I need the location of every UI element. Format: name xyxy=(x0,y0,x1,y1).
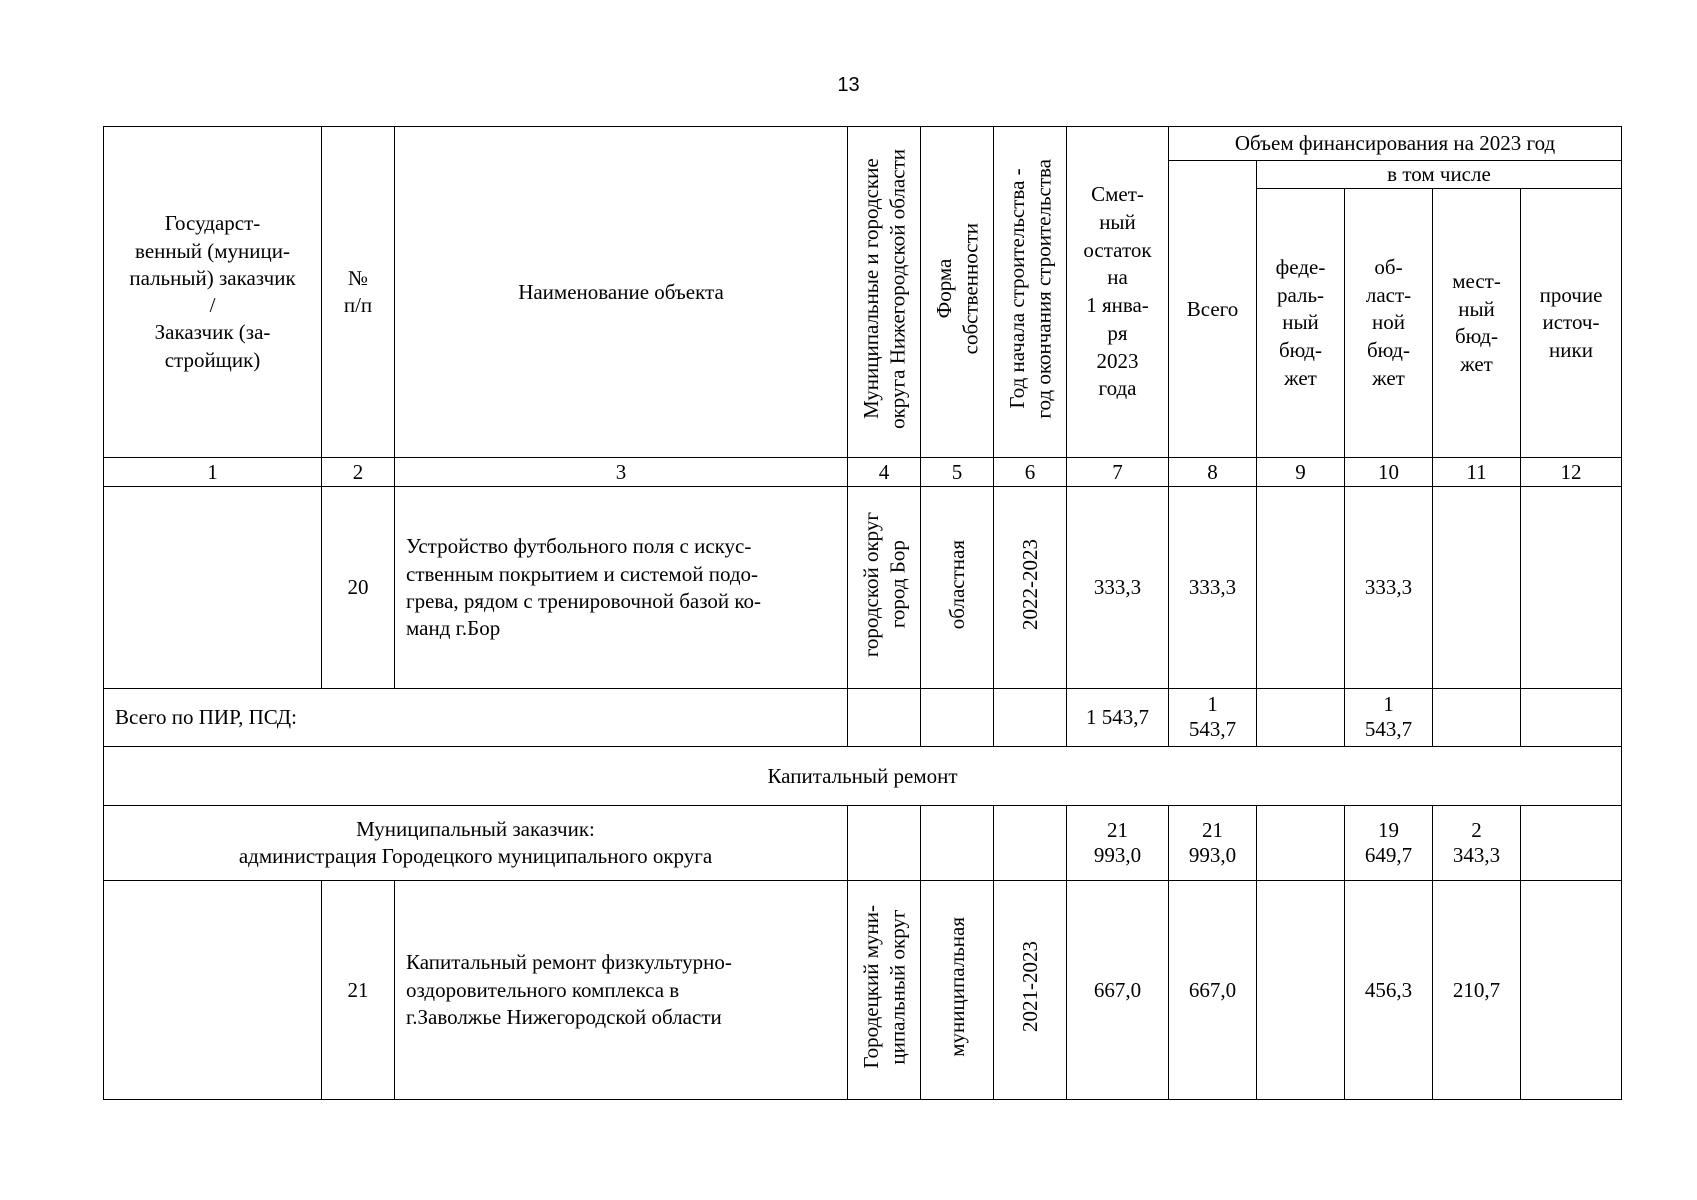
row20-federal xyxy=(1257,487,1345,689)
table-row xyxy=(104,881,1622,1100)
column-number: 10 xyxy=(1345,458,1433,487)
total-pir-empty xyxy=(1257,689,1345,747)
customer-row xyxy=(104,806,1622,881)
header-district-text: Муниципальные и городские округа Нижегородской области xyxy=(858,148,909,429)
customer-empty xyxy=(1257,806,1345,881)
row21-object-name-text: Капитальный ремонт физкультурно- оздоровительного комплекса в г.Заволжье Нижегородской области xyxy=(406,950,732,1029)
row21-number: 21 xyxy=(322,881,395,1100)
header-total: Всего xyxy=(1169,161,1257,458)
total-pir-label: Всего по ПИР, ПСД: xyxy=(104,689,848,747)
construction-financing-table xyxy=(103,126,1622,1100)
column-number: 2 xyxy=(322,458,395,487)
header-local-text: мест- ный бюд- жет xyxy=(1452,268,1501,377)
header-including-group: в том числе xyxy=(1257,161,1622,189)
column-number: 4 xyxy=(848,458,921,487)
header-number xyxy=(322,127,395,458)
customer-empty xyxy=(848,806,921,881)
column-number: 6 xyxy=(994,458,1067,487)
header-object-name xyxy=(395,127,848,458)
customer-remainder xyxy=(1067,806,1169,881)
row20-remainder: 333,3 xyxy=(1067,487,1169,689)
total-pir-empty xyxy=(1521,689,1622,747)
row20-object-name-text: Устройство футбольного поля с искус- ственным покрытием и системой подо- грева, рядом с тренировочной базой ко- манд г.Бор xyxy=(406,534,761,641)
row20-district xyxy=(848,487,921,689)
row20-number: 20 xyxy=(322,487,395,689)
row21-total: 667,0 xyxy=(1169,881,1257,1100)
header-regional xyxy=(1345,189,1433,458)
header-funding-group: Объем финансирования на 2023 год xyxy=(1169,127,1622,161)
row20-years xyxy=(994,487,1067,689)
row21-local: 210,7 xyxy=(1433,881,1521,1100)
row21-other xyxy=(1521,881,1622,1100)
column-number: 7 xyxy=(1067,458,1169,487)
row20-local xyxy=(1433,487,1521,689)
column-number: 11 xyxy=(1433,458,1521,487)
row21-regional: 456,3 xyxy=(1345,881,1433,1100)
customer-empty xyxy=(921,806,994,881)
table-row xyxy=(104,487,1622,689)
customer-empty xyxy=(1521,806,1622,881)
row21-customer xyxy=(104,881,322,1100)
total-pir-empty xyxy=(848,689,921,747)
total-pir-empty xyxy=(1433,689,1521,747)
total-pir-empty xyxy=(994,689,1067,747)
row20-total: 333,3 xyxy=(1169,487,1257,689)
header-years-text: Год начала строительства - год окончания строительства xyxy=(1004,158,1055,419)
total-pir-empty xyxy=(921,689,994,747)
row20-other xyxy=(1521,487,1622,689)
total-pir-row xyxy=(104,689,1622,747)
column-number: 12 xyxy=(1521,458,1622,487)
customer-regional xyxy=(1345,806,1433,881)
row21-district xyxy=(848,881,921,1100)
row21-object-name xyxy=(395,881,848,1100)
header-ownership xyxy=(921,127,994,458)
customer-empty xyxy=(994,806,1067,881)
customer-regional-text: 19 649,7 xyxy=(1364,817,1413,867)
header-federal-text: феде- раль- ный бюд- жет xyxy=(1275,255,1326,390)
row21-federal xyxy=(1257,881,1345,1100)
header-other xyxy=(1521,189,1622,458)
column-number-row xyxy=(104,458,1622,487)
header-estimated-remainder-text: Смет- ный остаток на 1 янва- ря 2023 года xyxy=(1083,182,1152,401)
total-pir-total-text: 1 543,7 xyxy=(1188,692,1237,742)
customer-remainder-text: 21 993,0 xyxy=(1093,817,1142,867)
row21-ownership xyxy=(921,881,994,1100)
section-row xyxy=(104,747,1622,806)
header-estimated-remainder xyxy=(1067,127,1169,458)
column-number: 9 xyxy=(1257,458,1345,487)
customer-total-text: 21 993,0 xyxy=(1188,817,1237,867)
total-pir-regional xyxy=(1345,689,1433,747)
row21-years xyxy=(994,881,1067,1100)
row20-district-text: городской округ город Бор xyxy=(858,511,909,657)
row21-remainder: 667,0 xyxy=(1067,881,1169,1100)
customer-local xyxy=(1433,806,1521,881)
total-pir-remainder: 1 543,7 xyxy=(1067,689,1169,747)
total-pir-total xyxy=(1169,689,1257,747)
header-federal xyxy=(1257,189,1345,458)
row21-years-text: 2021-2023 xyxy=(1017,941,1042,1033)
customer-local-text: 2 343,3 xyxy=(1452,817,1501,867)
header-district xyxy=(848,127,921,458)
customer-label-text: Муниципальный заказчик: администрация Городецкого муниципального округа xyxy=(238,817,713,869)
column-number: 8 xyxy=(1169,458,1257,487)
header-other-text: прочие источ- ники xyxy=(1539,282,1603,363)
row21-ownership-text: муниципальная xyxy=(944,916,969,1057)
header-customer xyxy=(104,127,322,458)
row21-district-text: Городецкий муни- ципальный округ xyxy=(858,904,909,1069)
section-title: Капитальный ремонт xyxy=(104,747,1622,806)
row20-years-text: 2022-2023 xyxy=(1017,538,1042,630)
header-customer-text: Государст- венный (муници- пальный) заказчик / Заказчик (за- стройщик) xyxy=(129,211,296,372)
row20-ownership xyxy=(921,487,994,689)
header-object-name-text: Наименование объекта xyxy=(518,279,724,304)
row20-ownership-text: областная xyxy=(944,539,969,629)
customer-label xyxy=(104,806,848,881)
column-number: 5 xyxy=(921,458,994,487)
row20-object-name xyxy=(395,487,848,689)
column-number: 1 xyxy=(104,458,322,487)
header-regional-text: об- ласт- ной бюд- жет xyxy=(1365,255,1412,390)
customer-total xyxy=(1169,806,1257,881)
header-ownership-text: Форма собственности xyxy=(931,222,982,355)
page-number: 13 xyxy=(837,74,860,96)
header-years xyxy=(994,127,1067,458)
row20-regional: 333,3 xyxy=(1345,487,1433,689)
header-local xyxy=(1433,189,1521,458)
total-pir-regional-text: 1 543,7 xyxy=(1364,692,1413,742)
column-number: 3 xyxy=(395,458,848,487)
header-number-text: № п/п xyxy=(343,265,373,318)
row20-customer xyxy=(104,487,322,689)
